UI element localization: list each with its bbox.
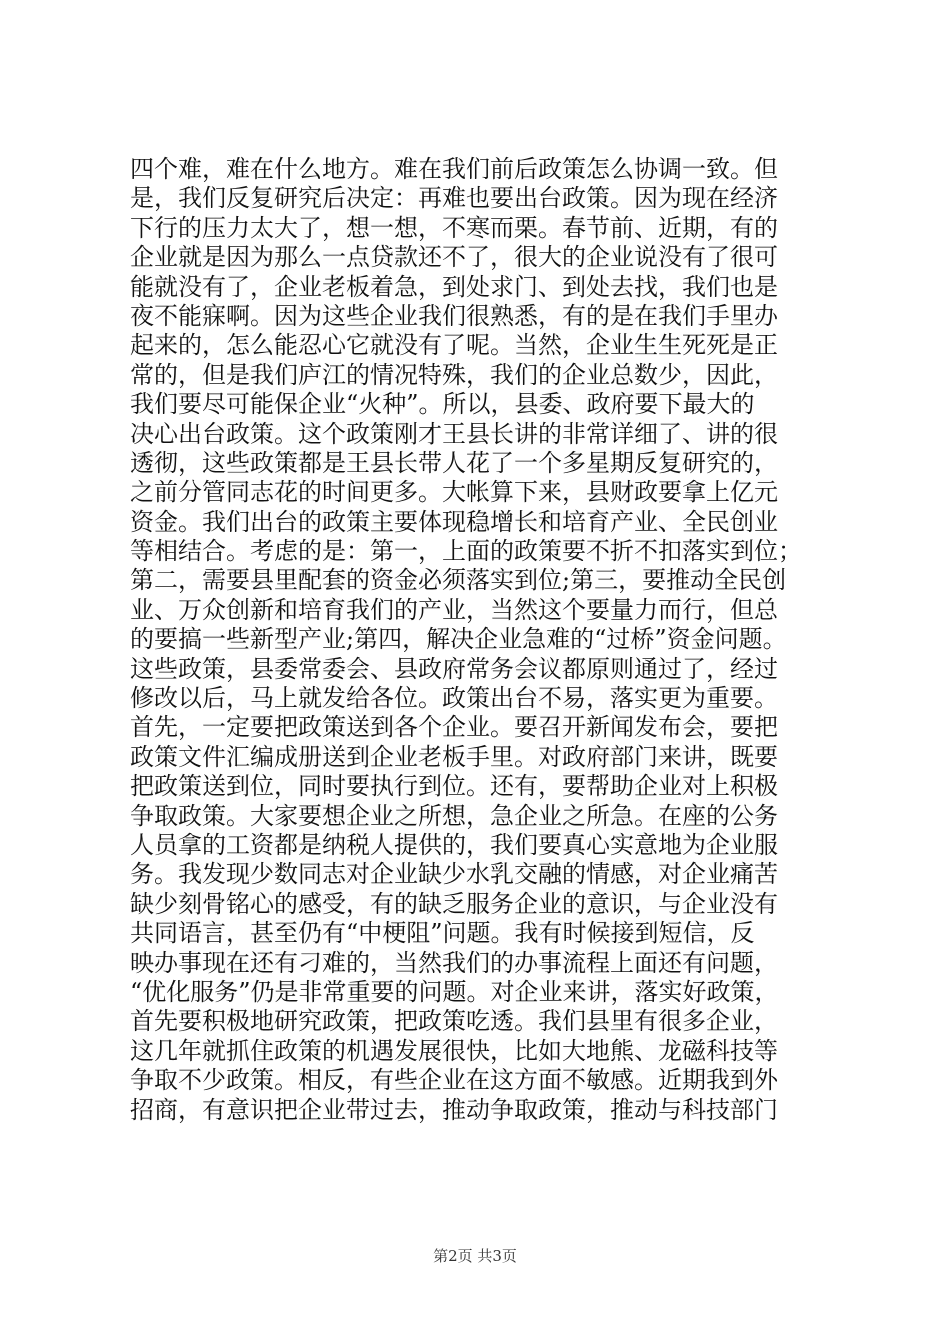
text-line: 争取不少政策。相反，有些企业在这方面不敏感。近期我到外 — [130, 1066, 778, 1095]
text-line: 之前分管同志花的时间更多。大帐算下来，县财政要拿上亿元 — [130, 478, 778, 507]
text-line: 把政策送到位，同时要执行到位。还有，要帮助企业对上积极 — [130, 772, 778, 801]
text-line: 透彻，这些政策都是王县长带人花了一个多星期反复研究的， — [130, 448, 778, 477]
text-line: 常的，但是我们庐江的情况特殊，我们的企业总数少，因此， — [130, 360, 778, 389]
page-footer: 第2页 共3页 — [433, 1247, 517, 1265]
text-line: 人员拿的工资都是纳税人提供的，我们要真心实意地为企业服 — [130, 830, 778, 859]
text-line: 四个难，难在什么地方。难在我们前后政策怎么协调一致。但 — [130, 155, 778, 183]
text-line: 业、万众创新和培育我们的产业，当然这个要量力而行，但总 — [130, 595, 778, 624]
text-line: 争取政策。大家要想企业之所想，急企业之所急。在座的公务 — [130, 801, 778, 830]
text-line: 下行的压力太大了，想一想，不寒而栗。春节前、近期，有的 — [130, 213, 778, 242]
text-line: 第二，需要县里配套的资金必须落实到位;第三，要推动全民创 — [130, 566, 787, 595]
text-line: 映办事现在还有刁难的，当然我们的办事流程上面还有问题， — [130, 948, 778, 977]
text-line: 首先要积极地研究政策，把政策吃透。我们县里有很多企业， — [130, 1007, 778, 1036]
body-text — [130, 155, 835, 1125]
text-line: 这些政策，县委常委会、县政府常务会议都原则通过了，经过 — [130, 654, 778, 683]
text-line: 是，我们反复研究后决定：再难也要出台政策。因为现在经济 — [130, 184, 778, 213]
text-line: 起来的，怎么能忍心它就没有了呢。当然，企业生生死死是正 — [130, 331, 778, 360]
text-line: 修改以后，马上就发给各位。政策出台不易，落实更为重要。 — [130, 684, 778, 713]
text-line: 务。我发现少数同志对企业缺少水乳交融的情感，对企业痛苦 — [130, 860, 778, 889]
text-line: 决心出台政策。这个政策刚才王县长讲的非常详细了、讲的很 — [130, 419, 778, 448]
text-line: 资金。我们出台的政策主要体现稳增长和培育产业、全民创业 — [130, 507, 778, 536]
text-line: 我们要尽可能保企业“火种”。所以，县委、政府要下最大的 — [130, 390, 755, 419]
text-line: 这几年就抓住政策的机遇发展很快，比如大地熊、龙磁科技等 — [130, 1036, 778, 1065]
text-line: 夜不能寐啊。因为这些企业我们很熟悉，有的是在我们手里办 — [130, 301, 778, 330]
text-line: 共同语言，甚至仍有“中梗阻”问题。我有时候接到短信，反 — [130, 919, 755, 948]
text-line: 招商，有意识把企业带过去，推动争取政策，推动与科技部门 — [130, 1095, 778, 1124]
text-line: 的要搞一些新型产业;第四，解决企业急难的“过桥”资金问题。 — [130, 625, 787, 654]
text-line: 政策文件汇编成册送到企业老板手里。对政府部门来讲，既要 — [130, 742, 778, 771]
text-line: “优化服务”仍是非常重要的问题。对企业来讲，落实好政策， — [130, 977, 779, 1006]
text-line: 首先，一定要把政策送到各个企业。要召开新闻发布会，要把 — [130, 713, 778, 742]
text-line: 能就没有了，企业老板着急，到处求门、到处去找，我们也是 — [130, 272, 778, 301]
text-line: 企业就是因为那么一点贷款还不了，很大的企业说没有了很可 — [130, 243, 778, 272]
text-line: 缺少刻骨铭心的感受，有的缺乏服务企业的意识，与企业没有 — [130, 889, 778, 918]
text-line: 等相结合。考虑的是：第一，上面的政策要不折不扣落实到位； — [130, 537, 802, 566]
